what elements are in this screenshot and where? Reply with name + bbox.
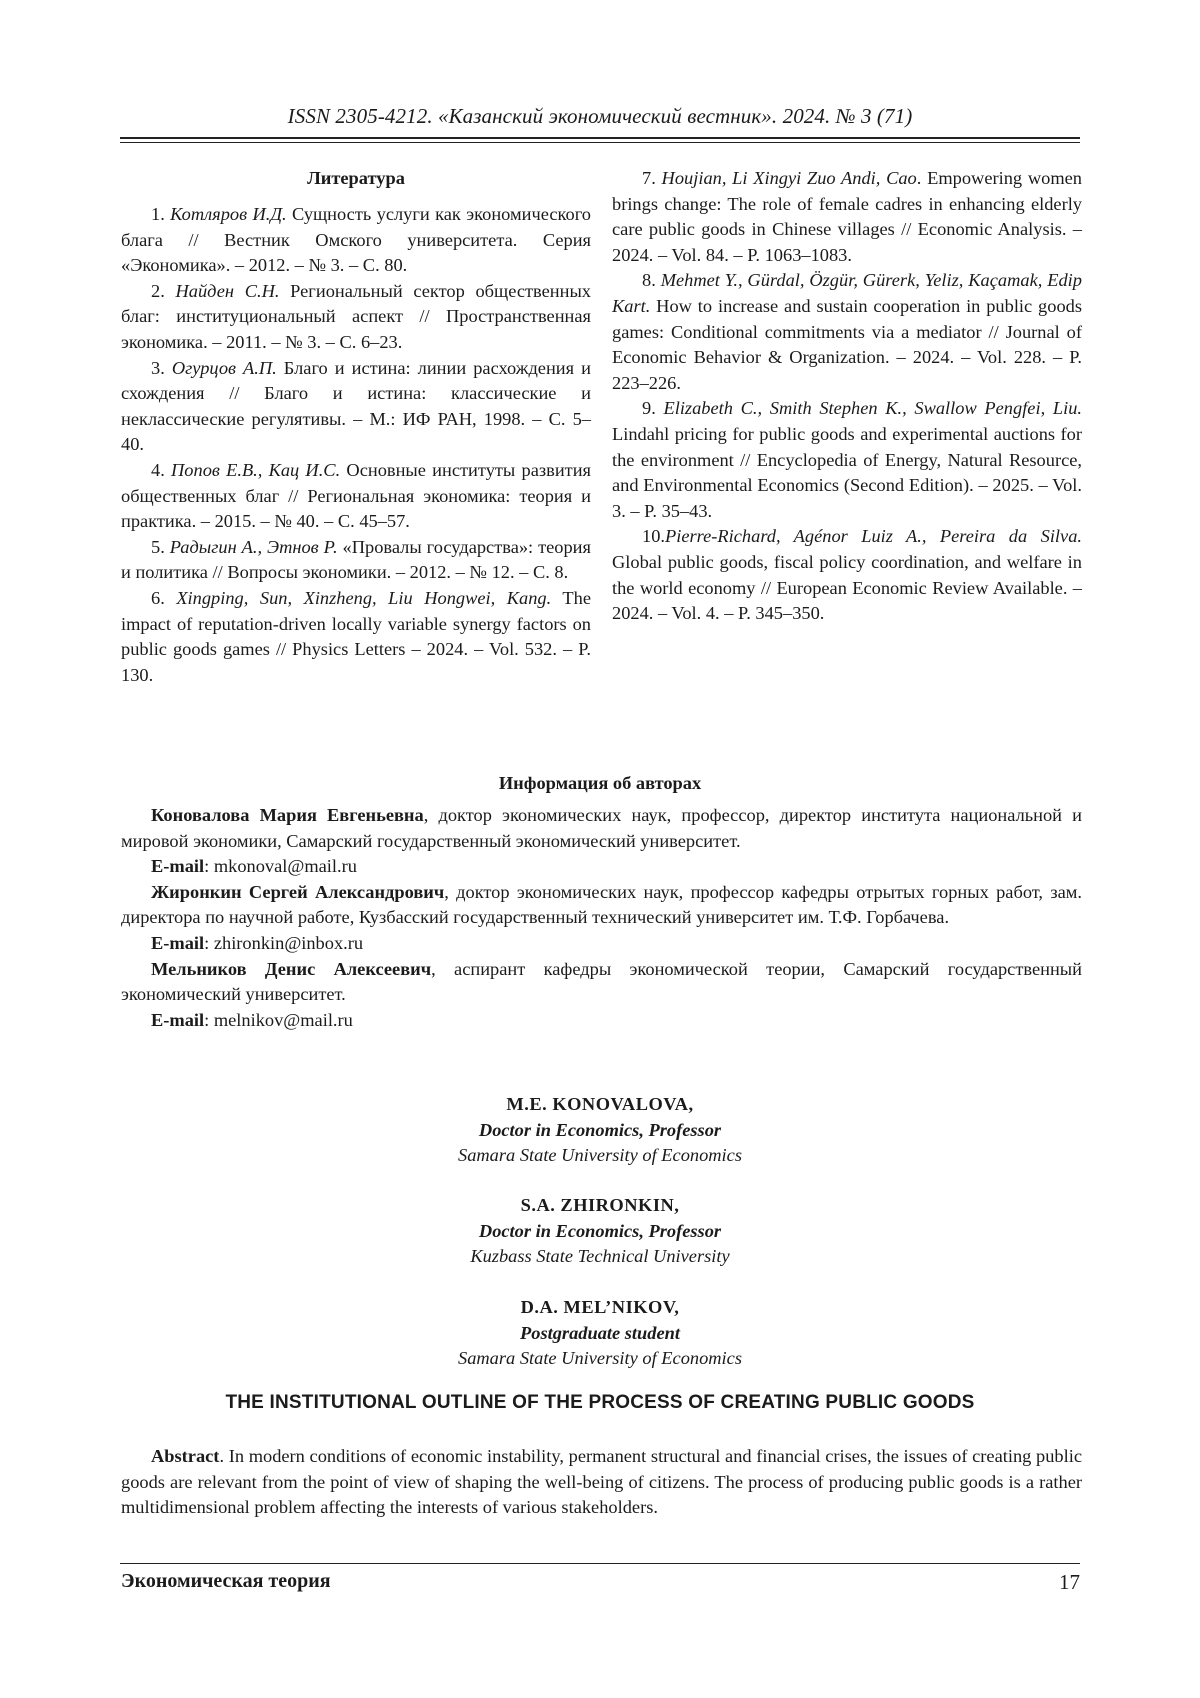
footer-rule (120, 1563, 1080, 1564)
english-author-name: S.A. ZHIRONKIN, (520, 1195, 680, 1215)
author-description: , аспирант кафедры экономической теории, Самарский государственный экономический университет. (121, 958, 1082, 1005)
english-author-block (0, 1193, 1200, 1270)
header-rule-thin (120, 142, 1080, 143)
reference-authors: Найден С.Н. (175, 280, 280, 301)
footer-section-title: Экономическая теория (121, 1570, 331, 1592)
reference-item (612, 524, 1082, 626)
email-label: E-mail (151, 856, 205, 877)
abstract-label: Abstract (151, 1446, 220, 1466)
authors-info-heading: Информация об авторах (498, 773, 702, 793)
reference-text: «Провалы государства»: теория и политика // Вопросы экономики. – 2012. – № 12. – С. 8. (121, 536, 591, 583)
reference-number: 1. (151, 204, 165, 224)
author-description: , доктор экономических наук, профессор, директор института национальной и мировой экономики, Самарский государственный экономический университет. (121, 805, 1083, 851)
reference-item (612, 268, 1082, 396)
english-author-degree: Doctor in Economics, Professor (478, 1119, 722, 1140)
reference-number: 2. (151, 280, 165, 301)
reference-item (121, 279, 591, 356)
reference-authors: Огурцов А.П. (171, 357, 277, 378)
reference-authors: Pierre-Richard, Agénor Luiz A., Pereira da Silva. (665, 526, 1082, 547)
reference-authors: Радыгин А., Этнов Р. (169, 536, 338, 557)
page-number: 17 (1059, 1570, 1080, 1594)
english-author-block (0, 1295, 1200, 1372)
author-description: , доктор экономических наук, профессор кафедры отрытых горных работ, зам. директора по научной работе, Кузбасский государственный технический университет им. Т.Ф. Горбачева. (121, 881, 1082, 928)
author-email (121, 931, 1082, 957)
reference-authors: Mehmet Y., Gürdal, Özgür, Gürerk, Yeliz, Kaçamak, Edip Kart. (612, 270, 1082, 316)
author-name: Мельников Денис Алексеевич (151, 958, 432, 979)
reference-authors: Houjian, Li Xingyi Zuo Andi, Cao (661, 168, 917, 188)
author-name: Жиронкин Сергей Александрович (151, 881, 445, 902)
reference-number: 5. (151, 536, 165, 557)
reference-text: Благо и истина: линии расхождения и схождения // Благо и истина: классические и неклассические регулятивы. – М.: ИФ РАН, 1998. – С. 5–40. (121, 357, 591, 455)
english-author-university: Samara State University of Economics (458, 1145, 742, 1166)
reference-number: 8. (642, 270, 656, 291)
reference-item (121, 356, 591, 458)
reference-text: Основные институты развития общественных благ // Региональная экономика: теория и практика. – 2015. – № 40. – С. 45–57. (121, 459, 591, 532)
english-author-name: M.E. KONOVALOVA, (506, 1094, 694, 1114)
reference-authors: Котляров И.Д. (170, 204, 287, 224)
header-rule-thick (120, 137, 1080, 139)
english-author-university: Kuzbass State Technical University (470, 1246, 730, 1267)
reference-number: 9. (642, 398, 656, 419)
references-heading: Литература (307, 168, 405, 188)
reference-text: Сущность услуги как экономического блага // Вестник Омского университета. Серия «Экономика». – 2012. – № 3. – С. 80. (121, 204, 591, 276)
reference-number: 10. (642, 526, 665, 547)
reference-text: Региональный сектор общественных благ: институциональный аспект // Пространственная экономика. – 2011. – № 3. – С. 6–23. (121, 280, 591, 352)
email-label: E-mail (151, 1009, 205, 1030)
running-header: ISSN 2305-4212. «Казанский экономический вестник». 2024. № 3 (71) (287, 104, 913, 128)
reference-number: 3. (151, 357, 165, 378)
reference-number: 4. (151, 459, 165, 480)
email-address: : zhironkin@inbox.ru (204, 932, 364, 953)
english-author-university: Samara State University of Economics (458, 1348, 742, 1369)
abstract-text: . In modern conditions of economic instability, permanent structural and financial crises, the issues of creating public goods are relevant from the point of view of shaping the well-being of citizens. The process of producing public goods is a rather multidimensional problem affecting the interests of various stakeholders. (121, 1446, 1082, 1518)
email-address: : mkonoval@mail.ru (204, 856, 357, 877)
references-right-column (612, 166, 1082, 627)
author-entry (121, 880, 1082, 931)
reference-number: 7. (642, 168, 656, 188)
reference-text: The impact of reputation-driven locally variable synergy factors on public goods games // Physics Letters – 2024. – Vol. 532. – P. 130. (121, 587, 591, 685)
email-address: : melnikov@mail.ru (204, 1009, 353, 1030)
author-entry (121, 957, 1082, 1008)
reference-item (612, 396, 1082, 524)
reference-authors: Xingping, Sun, Xinzheng, Liu Hongwei, Kang. (176, 587, 552, 608)
english-author-degree: Doctor in Economics, Professor (478, 1220, 722, 1241)
references-left-column (121, 166, 591, 688)
reference-item (612, 166, 1082, 268)
reference-item (121, 202, 591, 279)
author-entry (121, 803, 1082, 854)
author-email (121, 1008, 1082, 1034)
english-author-name: D.A. MEL’NIKOV, (520, 1297, 680, 1317)
english-author-block (0, 1092, 1200, 1169)
paper-title: THE INSTITUTIONAL OUTLINE OF THE PROCESS OF CREATING PUBLIC GOODS (225, 1392, 975, 1413)
abstract (121, 1444, 1082, 1521)
reference-number: 6. (151, 587, 165, 608)
author-email (121, 854, 1082, 880)
reference-authors: Попов Е.В., Кац И.С. (171, 459, 341, 480)
reference-item (121, 458, 591, 535)
reference-text: Global public goods, fiscal policy coordination, and welfare in the world economy // European Economic Review Available. – 2024. – Vol. 4. – P. 345–350. (612, 551, 1082, 624)
reference-authors: Elizabeth C., Smith Stephen K., Swallow Pengfei, Liu. (663, 398, 1082, 419)
email-label: E-mail (151, 932, 205, 953)
reference-text: Lindahl pricing for public goods and experimental auctions for the environment // Encyclopedia of Energy, Natural Resource, and Environmental Economics (Second Edition). – 2025. – Vol. 3. – P. 35–43. (612, 423, 1082, 521)
reference-text: . Empowering women brings change: The role of female cadres in enhancing elderly care public goods in Chinese villages // Economic Analysis. – 2024. – Vol. 84. – P. 1063–1083. (612, 168, 1082, 265)
reference-item (121, 586, 591, 688)
authors-info (121, 803, 1082, 1033)
reference-item (121, 535, 591, 586)
english-author-degree: Postgraduate student (520, 1322, 680, 1343)
author-name: Коновалова Мария Евгеньевна (151, 805, 424, 825)
reference-text: How to increase and sustain cooperation in public goods games: Conditional commitments via a mediator // Journal of Economic Behavior & Organization. – 2024. – Vol. 228. – P. 223–226. (612, 295, 1082, 393)
